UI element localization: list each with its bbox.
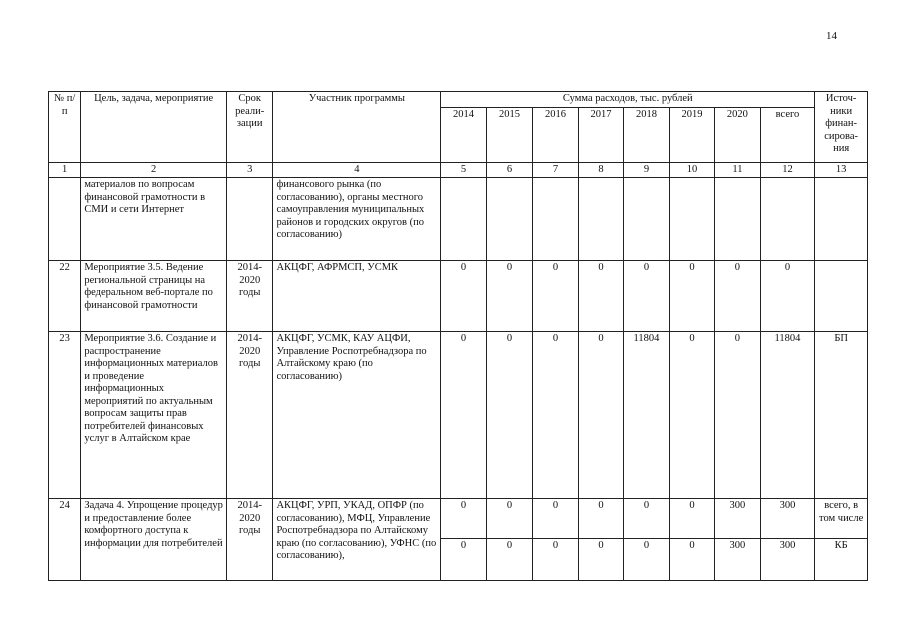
year-2015: 2015 xyxy=(486,107,533,162)
row-source xyxy=(815,261,868,332)
col-num: 5 xyxy=(441,162,486,178)
row-value xyxy=(624,178,669,261)
row-term: 2014-2020 годы xyxy=(226,332,273,499)
expenses-table xyxy=(48,91,868,581)
row-participant: финансового рынка (по согласованию), органы местного самоуправления муниципальных районов и городских округов (по согласованию) xyxy=(273,178,441,261)
col-num: 4 xyxy=(273,162,441,178)
year-2019: 2019 xyxy=(669,107,714,162)
row-participant: АКЦФГ, АФРМСП, УСМК xyxy=(273,261,441,332)
row-num: 22 xyxy=(49,261,81,332)
row-value: 0 xyxy=(760,261,815,332)
row-value xyxy=(715,178,760,261)
row-value: 0 xyxy=(715,261,760,332)
row-value: 11804 xyxy=(624,332,669,499)
row-value xyxy=(441,178,486,261)
page-number: 14 xyxy=(826,30,837,42)
row-num xyxy=(49,178,81,261)
col-num: 11 xyxy=(715,162,760,178)
table-row xyxy=(49,332,868,499)
source-kb: КБ xyxy=(815,538,867,553)
value-total: 0 xyxy=(460,500,467,511)
row-value: 0 xyxy=(533,332,578,499)
col-num: 12 xyxy=(760,162,815,178)
row-value-pair xyxy=(486,499,533,581)
value-total: 0 xyxy=(689,500,695,511)
header-sum: Сумма расходов, тыс. рублей xyxy=(441,92,815,108)
row-value: 0 xyxy=(624,261,669,332)
col-num: 8 xyxy=(578,162,623,178)
row-value xyxy=(669,178,714,261)
row-value: 11804 xyxy=(760,332,815,499)
year-total: всего xyxy=(760,107,815,162)
row-goal: Мероприятие 3.5. Ведение региональной страницы на федеральном веб-портале по финансовой грамотности xyxy=(81,261,227,332)
row-value-pair xyxy=(533,499,578,581)
row-value-pair xyxy=(715,499,760,581)
row-value xyxy=(486,178,533,261)
table-row xyxy=(49,261,868,332)
row-num: 24 xyxy=(49,499,81,581)
col-num: 6 xyxy=(486,162,533,178)
col-num: 1 xyxy=(49,162,81,178)
row-goal: Мероприятие 3.6. Создание и распространение информационных материалов и проведение информационных мероприятий по актуальным вопросам защиты прав потребителей финансовых услуг в Алтайском крае xyxy=(81,332,227,499)
year-2018: 2018 xyxy=(624,107,669,162)
col-num: 13 xyxy=(815,162,868,178)
row-participant: АКЦФГ, УСМК, КАУ АЦФИ, Управление Роспотребнадзора по Алтайскому краю (по согласованию) xyxy=(273,332,441,499)
col-num: 3 xyxy=(226,162,273,178)
row-value-pair xyxy=(578,499,623,581)
row-value xyxy=(578,178,623,261)
header-participant: Участник программы xyxy=(273,92,441,163)
header-source: Источ-ники финан-сирова-ния xyxy=(815,92,868,163)
year-2016: 2016 xyxy=(533,107,578,162)
value-kb: 0 xyxy=(670,538,714,553)
table-row xyxy=(49,499,868,581)
row-num: 23 xyxy=(49,332,81,499)
value-kb: 0 xyxy=(533,538,577,553)
header-num: № п/п xyxy=(49,92,81,163)
row-value-pair xyxy=(441,499,486,581)
value-kb: 300 xyxy=(761,538,815,553)
row-goal: Задача 4. Упрощение процедур и предоставление более комфортного доступа к информации для потребителей xyxy=(81,499,227,581)
source-total: всего, в том числе xyxy=(819,500,864,524)
year-2014: 2014 xyxy=(441,107,486,162)
value-kb: 0 xyxy=(441,538,485,553)
row-value: 0 xyxy=(486,261,533,332)
row-value: 0 xyxy=(441,332,486,499)
row-value-pair xyxy=(760,499,815,581)
column-numbers-row xyxy=(49,162,868,178)
row-term xyxy=(226,178,273,261)
row-term: 2014-2020 годы xyxy=(226,499,273,581)
row-value: 0 xyxy=(533,261,578,332)
row-source-pair xyxy=(815,499,868,581)
row-source: БП xyxy=(815,332,868,499)
value-total: 300 xyxy=(779,500,796,511)
row-value-pair xyxy=(624,499,669,581)
row-source xyxy=(815,178,868,261)
col-num: 7 xyxy=(533,162,578,178)
row-value: 0 xyxy=(715,332,760,499)
table-row xyxy=(49,178,868,261)
row-value: 0 xyxy=(669,261,714,332)
header-goal: Цель, задача, мероприятие xyxy=(81,92,227,163)
value-kb: 0 xyxy=(579,538,623,553)
value-kb: 0 xyxy=(624,538,668,553)
year-2020: 2020 xyxy=(715,107,760,162)
row-value xyxy=(760,178,815,261)
year-2017: 2017 xyxy=(578,107,623,162)
row-value: 0 xyxy=(669,332,714,499)
col-num: 10 xyxy=(669,162,714,178)
value-kb: 0 xyxy=(487,538,533,553)
header-term: Срок реали-зации xyxy=(226,92,273,163)
row-goal: материалов по вопросам финансовой грамотности в СМИ и сети Интернет xyxy=(81,178,227,261)
row-value: 0 xyxy=(578,332,623,499)
value-total: 0 xyxy=(506,500,513,511)
row-value: 0 xyxy=(486,332,533,499)
value-total: 0 xyxy=(643,500,650,511)
col-num: 2 xyxy=(81,162,227,178)
row-term: 2014-2020 годы xyxy=(226,261,273,332)
value-total: 0 xyxy=(598,500,604,511)
value-total: 300 xyxy=(729,500,746,511)
row-participant: АКЦФГ, УРП, УКАД, ОПФР (по согласованию), МФЦ, Управление Роспотребнадзора по Алтайскому краю (по согласованию), УФНС (по согласованию), xyxy=(273,499,441,581)
value-total: 0 xyxy=(552,500,559,511)
row-value: 0 xyxy=(578,261,623,332)
value-kb: 300 xyxy=(715,538,759,553)
header-row xyxy=(49,92,868,108)
row-value-pair xyxy=(669,499,714,581)
col-num: 9 xyxy=(624,162,669,178)
row-value xyxy=(533,178,578,261)
row-value: 0 xyxy=(441,261,486,332)
